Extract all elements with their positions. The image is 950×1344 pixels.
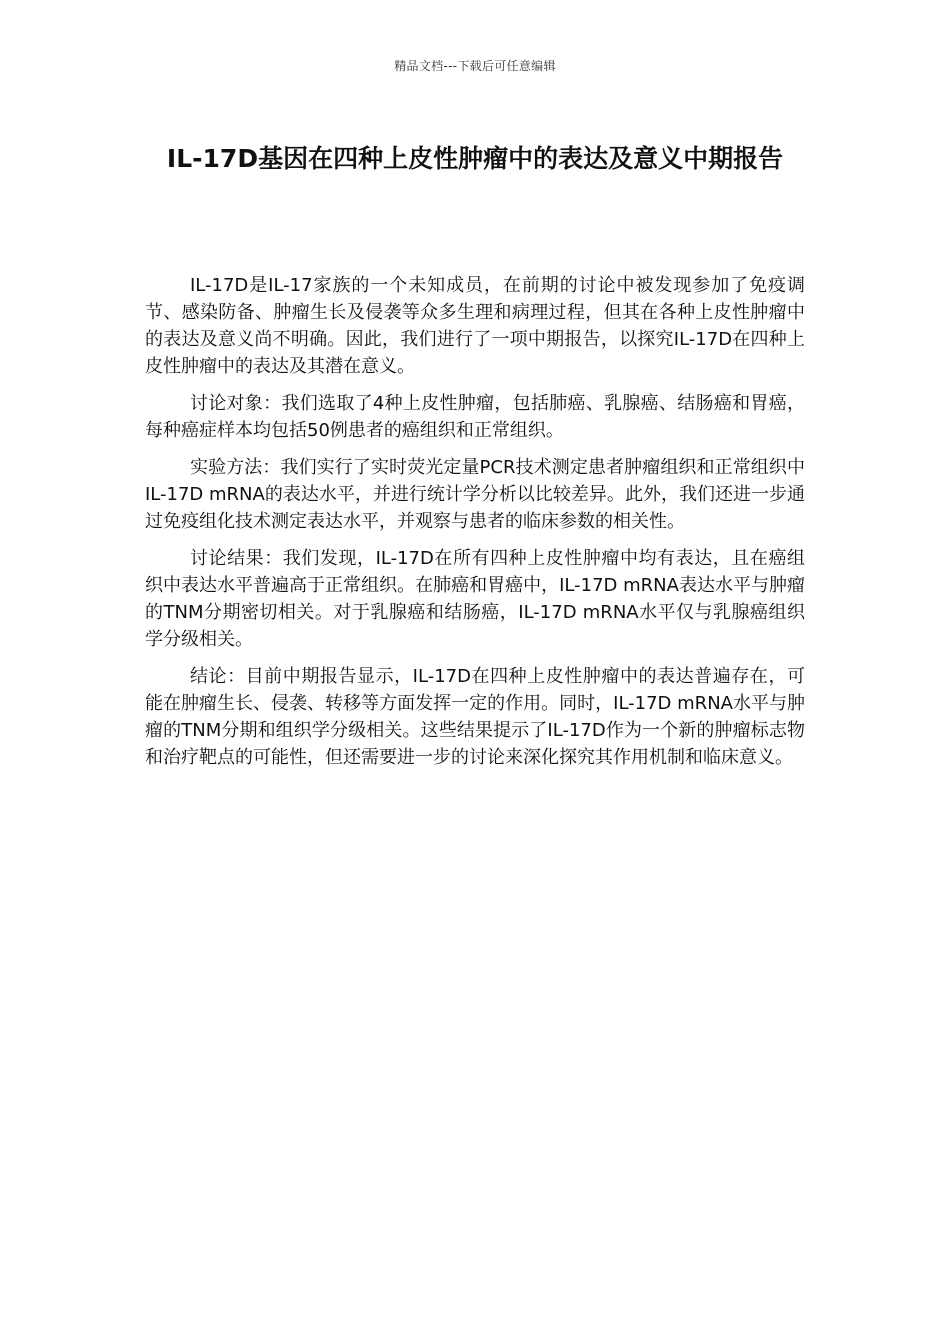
paragraph-results: 讨论结果：我们发现，IL-17D在所有四种上皮性肿瘤中均有表达，且在癌组织中表达水平普遍高于正常组织。在肺癌和胃癌中，IL-17D mRNA表达水平与肿瘤的TNM分期密切相关。对于乳腺癌和结肠癌，IL-17D mRNA水平仅与乳腺癌组织学分级相关。 (145, 548, 805, 650)
paragraph-conclusion: 结论：目前中期报告显示，IL-17D在四种上皮性肿瘤中的表达普遍存在，可能在肿瘤生长、侵袭、转移等方面发挥一定的作用。同时，IL-17D mRNA水平与肿瘤的TNM分期和组织学分级相关。这些结果提示了IL-17D作为一个新的肿瘤标志物和治疗靶点的可能性，但还需要进一步的讨论来深化探究其作用机制和临床意义。 (145, 666, 805, 768)
document-body (145, 272, 805, 781)
page-header-note: 精品文档---下载后可任意编辑 (394, 59, 556, 73)
paragraph-methods: 实验方法：我们实行了实时荧光定量PCR技术测定患者肿瘤组织和正常组织中IL-17D mRNA的表达水平，并进行统计学分析以比较差异。此外，我们还进一步通过免疫组化技术测定表达水平，并观察与患者的临床参数的相关性。 (145, 457, 805, 532)
paragraph-subjects: 讨论对象：我们选取了4种上皮性肿瘤，包括肺癌、乳腺癌、结肠癌和胃癌，每种癌症样本均包括50例患者的癌组织和正常组织。 (145, 393, 805, 441)
document-title: IL-17D基因在四种上皮性肿瘤中的表达及意义中期报告 (166, 144, 784, 173)
paragraph-intro: IL-17D是IL-17家族的一个未知成员，在前期的讨论中被发现参加了免疫调节、感染防备、肿瘤生长及侵袭等众多生理和病理过程，但其在各种上皮性肿瘤中的表达及意义尚不明确。因此，我们进行了一项中期报告，以探究IL-17D在四种上皮性肿瘤中的表达及其潜在意义。 (145, 275, 805, 377)
